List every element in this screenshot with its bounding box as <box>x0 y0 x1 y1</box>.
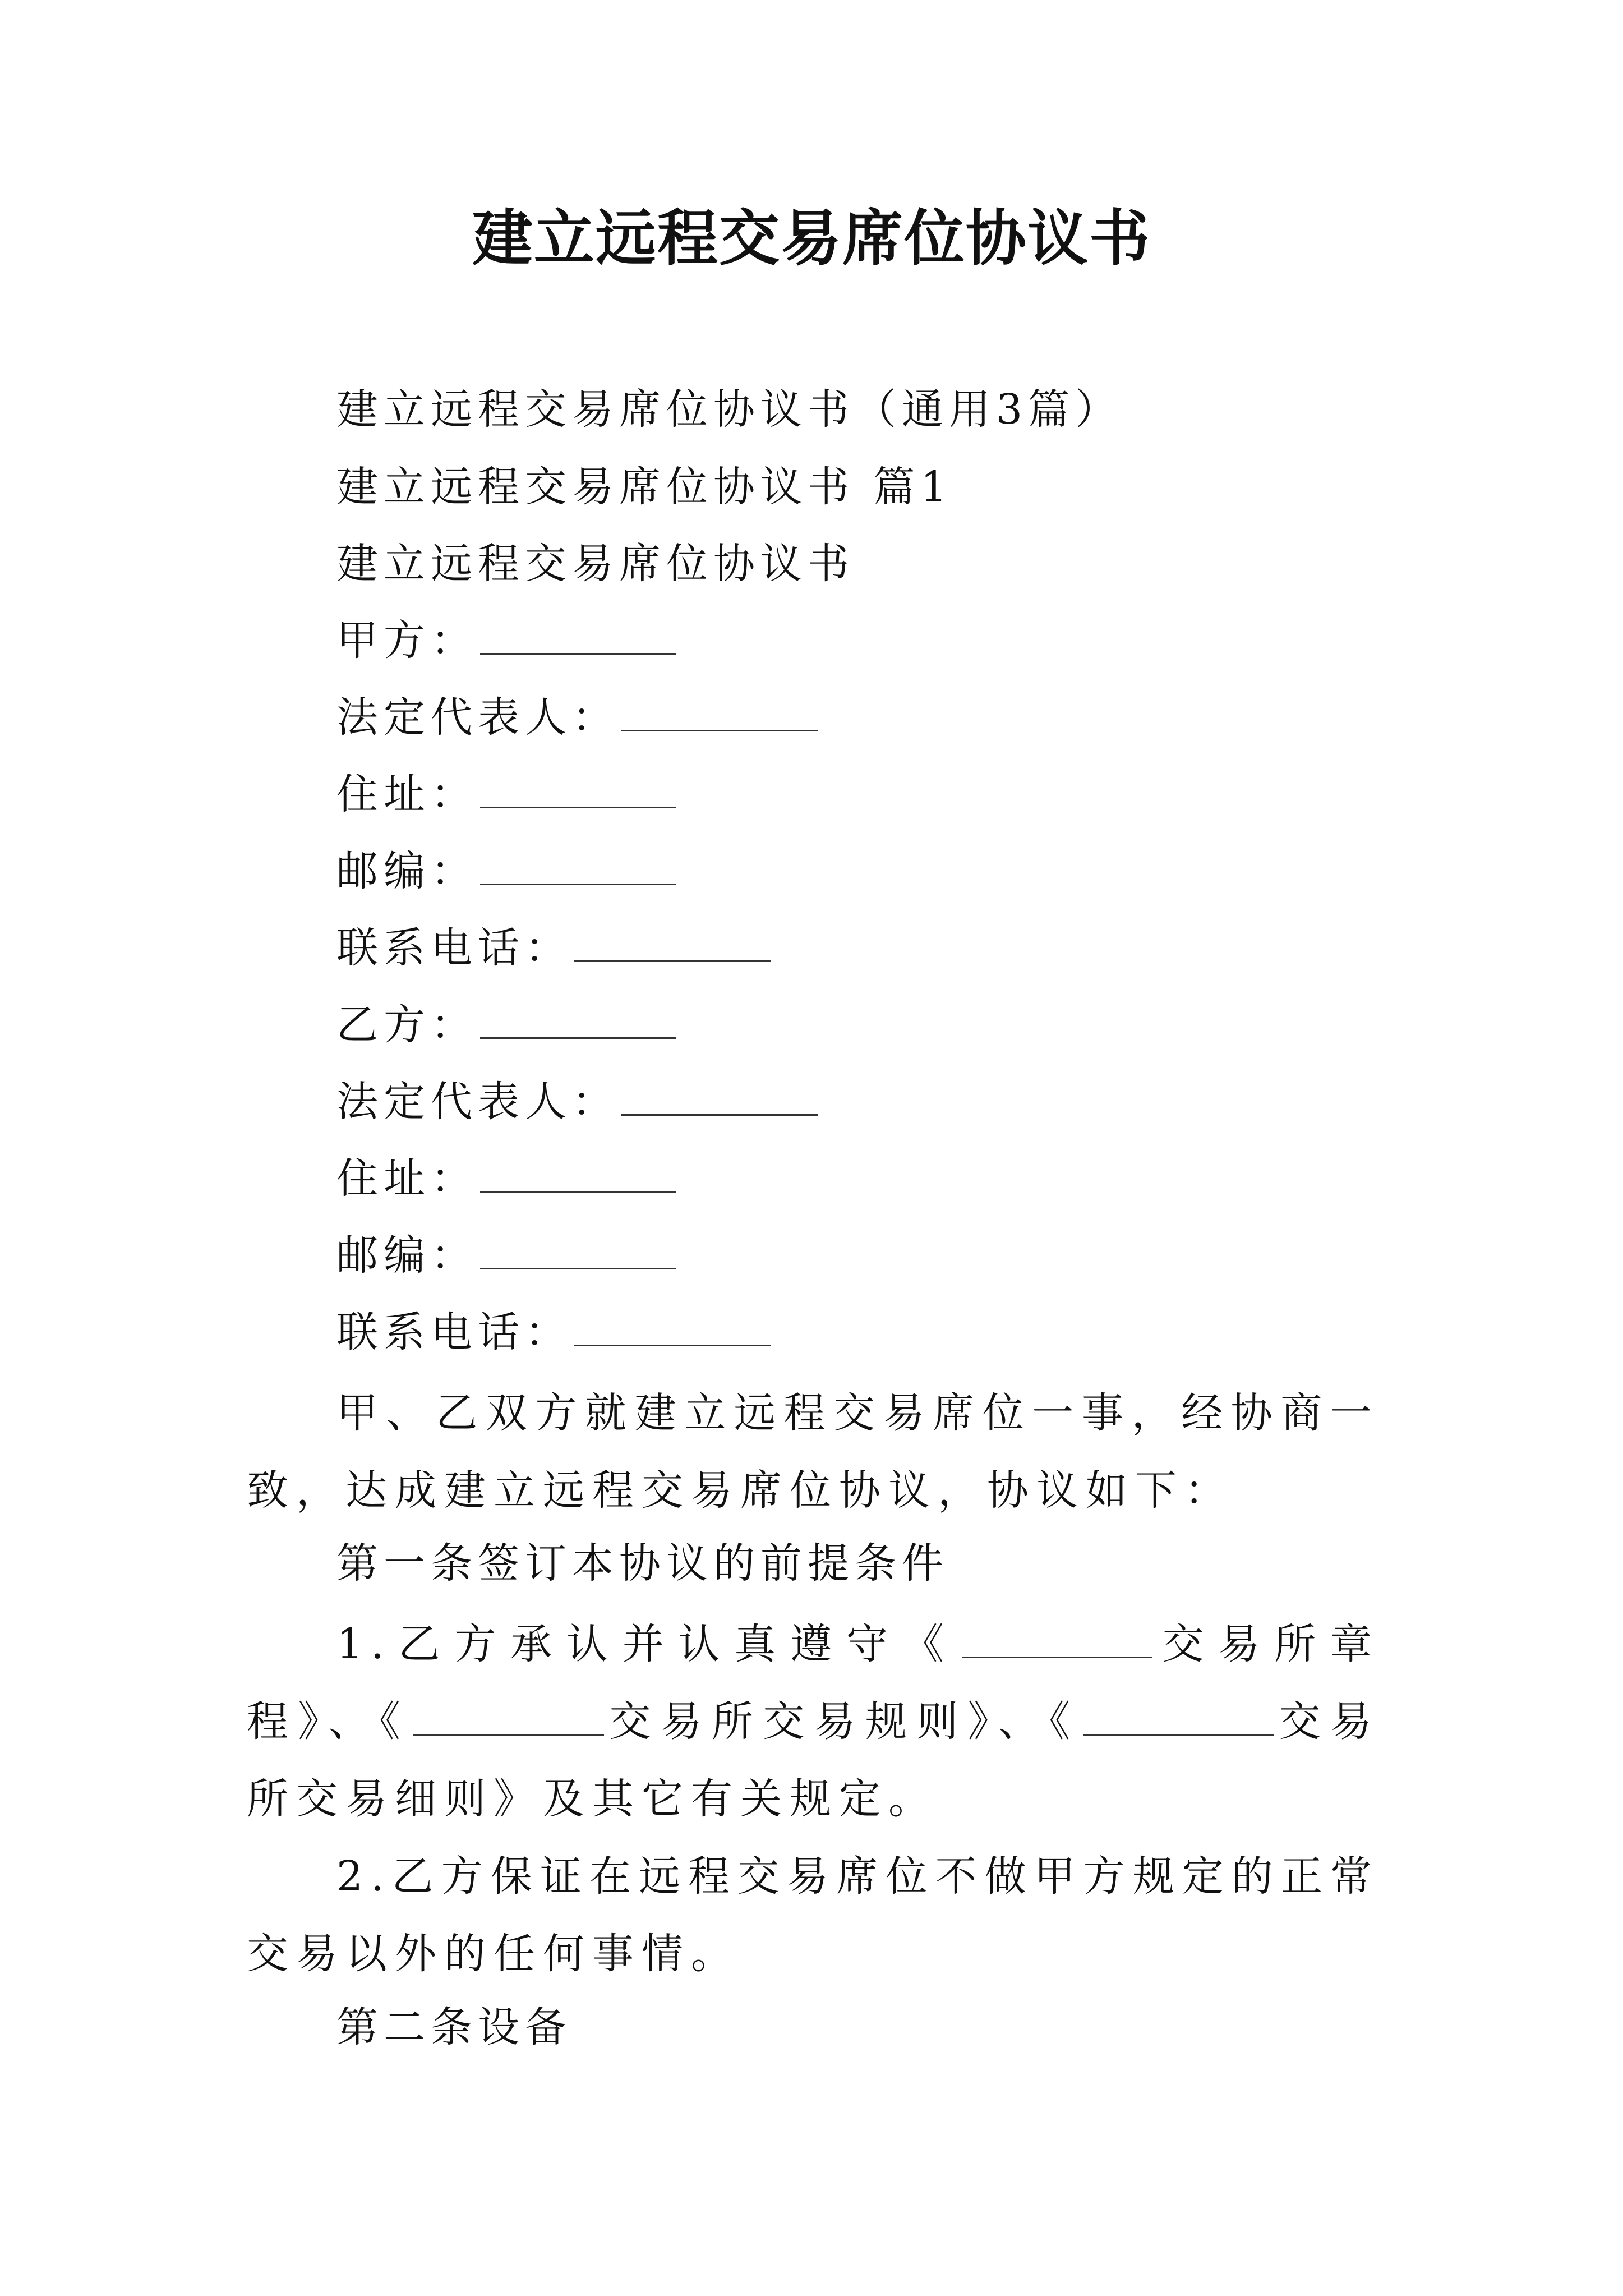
clause-1-paragraph <box>247 1605 1380 1838</box>
party-a-address-blank <box>480 767 676 808</box>
clause-1-blank-3 <box>1083 1699 1274 1736</box>
party-a-rep-label: 法定代表人： <box>336 693 619 742</box>
article-2-heading: 第二条设备 <box>336 2003 572 2051</box>
party-a-postcode-label: 邮编： <box>336 847 478 895</box>
clause-1-part-2: 交易所章程》、《 <box>247 1620 1380 1746</box>
party-b-postcode-blank <box>480 1228 676 1269</box>
party-b-address-blank <box>480 1152 676 1193</box>
party-b-postcode-label: 邮编： <box>336 1231 478 1280</box>
party-b-line <box>336 997 676 1053</box>
document-title: 建立远程交易席位协议书 <box>472 203 1151 274</box>
party-a-blank <box>480 614 676 655</box>
clause-1-blank-1 <box>962 1622 1152 1658</box>
party-a-rep-line <box>336 689 818 746</box>
party-b-postcode-line <box>336 1227 676 1283</box>
party-a-phone-line <box>336 920 771 976</box>
party-b-rep-blank <box>621 1075 818 1116</box>
clause-1-part-1: 1.乙方承认并认真遵守《 <box>336 1620 958 1668</box>
party-a-line <box>336 613 676 669</box>
party-a-rep-blank <box>621 691 818 731</box>
article-1-heading: 第一条签订本协议的前提条件 <box>336 1539 949 1588</box>
intro-paragraph: 甲、乙双方就建立远程交易席位一事，经协商一致，达成建立远程交易席位协议，协议如下： <box>247 1389 1380 1515</box>
party-b-rep-line <box>336 1074 818 1130</box>
party-b-blank <box>480 998 676 1039</box>
party-b-phone-label: 联系电话： <box>336 1308 572 1356</box>
party-a-phone-blank <box>574 921 771 962</box>
party-b-address-line <box>336 1151 676 1207</box>
section-heading: 建立远程交易席位协议书 篇1 <box>336 463 953 511</box>
clause-2-paragraph: 2.乙方保证在远程交易席位不做甲方规定的正常交易以外的任何事情。 <box>247 1852 1380 1978</box>
party-a-postcode-line <box>336 843 676 899</box>
clause-1-blank-2 <box>413 1699 604 1736</box>
party-b-phone-blank <box>574 1305 771 1346</box>
party-b-rep-label: 法定代表人： <box>336 1078 619 1126</box>
party-b-label: 乙方： <box>336 1001 478 1049</box>
agreement-heading: 建立远程交易席位协议书 <box>336 540 855 588</box>
party-a-phone-label: 联系电话： <box>336 924 572 972</box>
party-b-phone-line <box>336 1304 771 1360</box>
clause-1-part-4: 交易所交易细则》及其它有关规定。 <box>247 1697 1380 1823</box>
party-a-label: 甲方： <box>336 616 478 665</box>
party-a-address-label: 住址： <box>336 770 478 818</box>
clause-1-part-3: 交易所交易规则》、《 <box>607 1697 1080 1746</box>
party-b-address-label: 住址： <box>336 1154 478 1203</box>
party-a-address-line <box>336 766 676 822</box>
party-a-postcode-blank <box>480 844 676 885</box>
document-subtitle: 建立远程交易席位协议书（通用3篇） <box>336 385 1123 434</box>
